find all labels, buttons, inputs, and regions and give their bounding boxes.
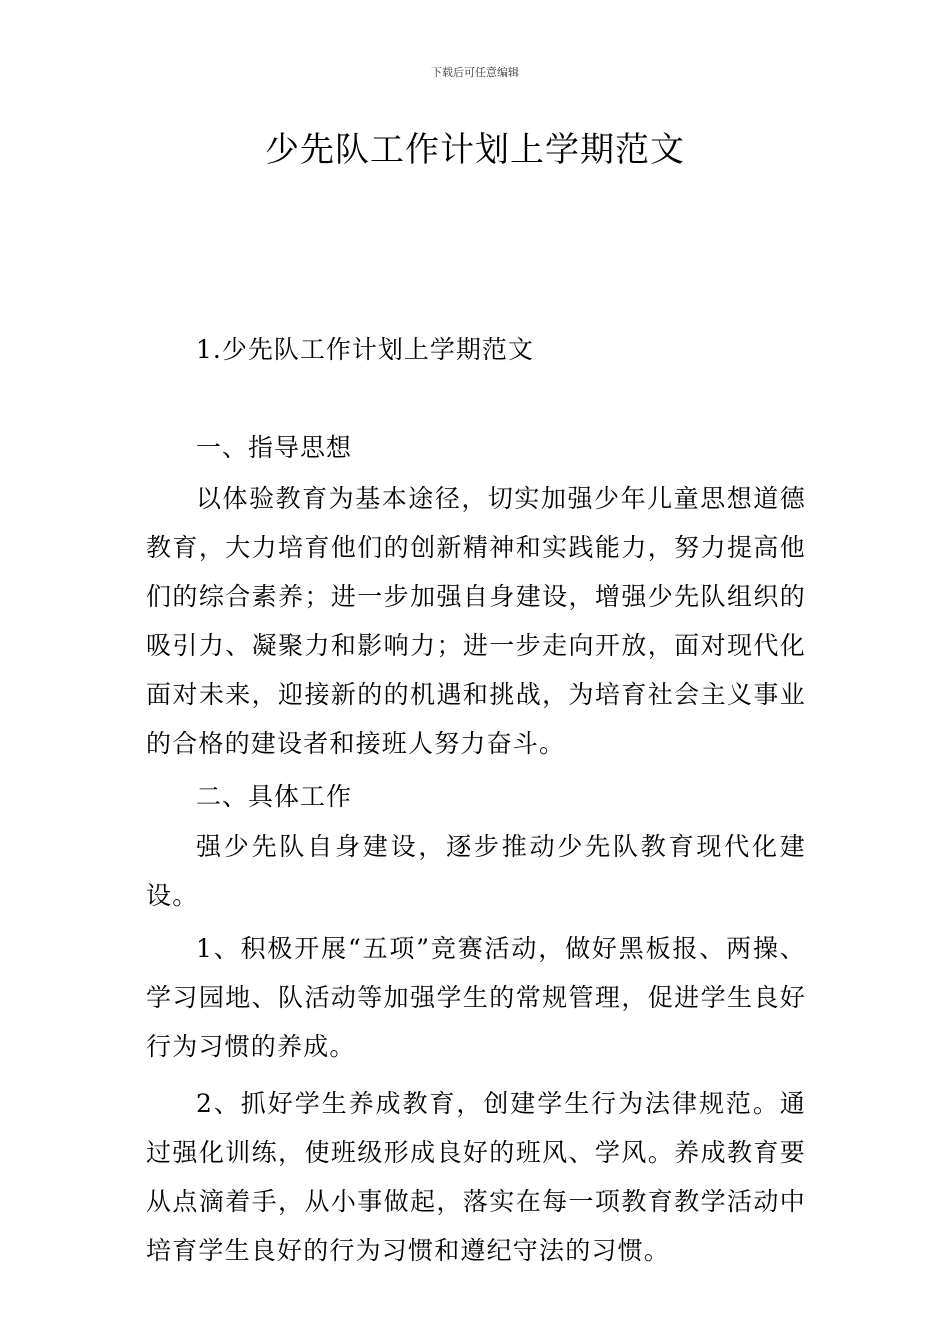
- part2-heading: 二、具体工作: [196, 782, 353, 811]
- part1-block: [146, 474, 806, 768]
- part2-block: [146, 822, 806, 1275]
- part1-paragraph: 以体验教育为基本途径，切实加强少年儿童思想道德教育，大力培育他们的创新精神和实践能力，努力提高他们的综合素养；进一步加强自身建设，增强少先队组织的吸引力、凝聚力和影响力；进一步走向开放，面对现代化面对未来，迎接新的的机遇和挑战，为培育社会主义事业的合格的建设者和接班人努力奋斗。: [146, 484, 806, 758]
- document-title: 少先队工作计划上学期范文: [265, 130, 685, 170]
- section-heading: 1.少先队工作计划上学期范文: [196, 335, 534, 364]
- part1-heading: 一、指导思想: [196, 433, 353, 462]
- header-note: 下载后可任意编辑: [431, 66, 519, 79]
- item2-paragraph: 2、抓好学生养成教育，创建学生行为法律规范。通过强化训练，使班级形成良好的班风、学风。养成教育要从点滴着手，从小事做起，落实在每一项教育教学活动中培育学生良好的行为习惯和遵纪守法的习惯。: [146, 1089, 806, 1265]
- part2-intro-paragraph: 强少先队自身建设，逐步推动少先队教育现代化建设。: [146, 832, 806, 910]
- item1-paragraph: 1、积极开展“五项”竞赛活动，做好黑板报、两操、学习园地、队活动等加强学生的常规管理，促进学生良好行为习惯的养成。: [146, 934, 806, 1061]
